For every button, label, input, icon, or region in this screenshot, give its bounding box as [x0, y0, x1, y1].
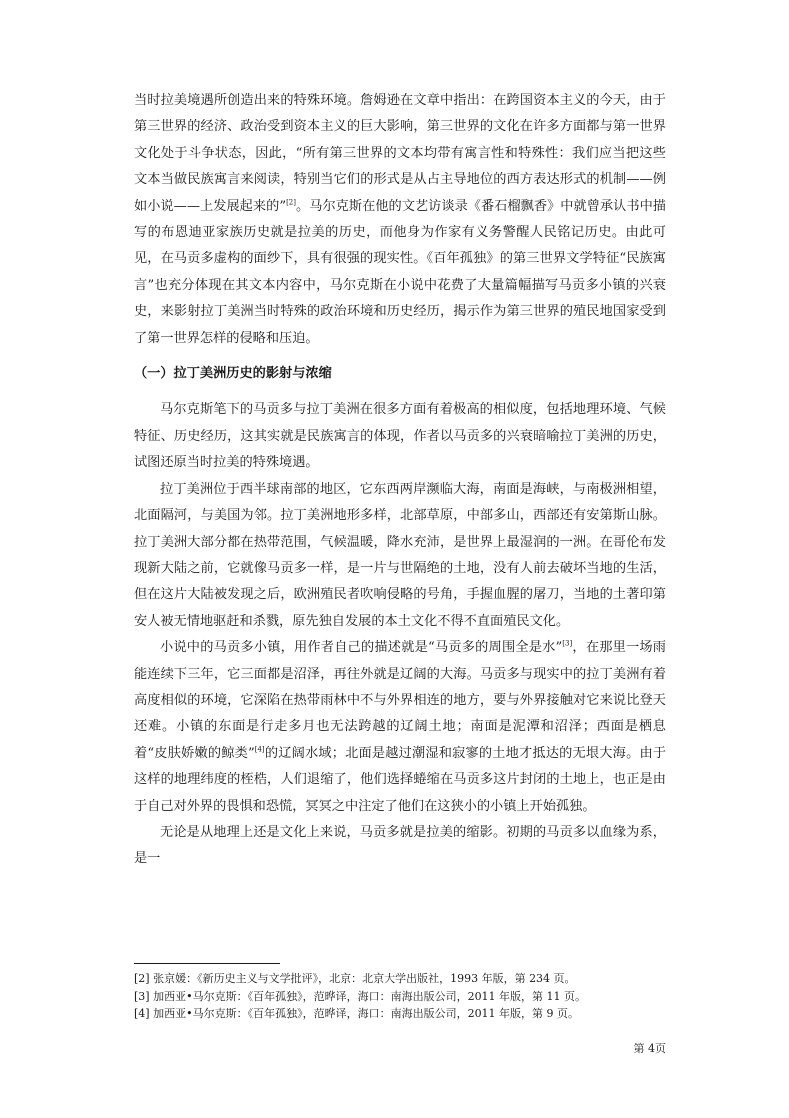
section-heading: （一）拉丁美洲历史的影射与浓缩 — [134, 366, 332, 382]
footnotes — [134, 963, 666, 1023]
footnote-2: [2] 张京媛：《新历史主义与文学批评》，北京：北京大学出版社，1993 年版，第 234 页。 — [134, 972, 576, 985]
citation-marker-2: [2] — [286, 198, 296, 207]
footnote-divider — [134, 963, 280, 964]
document-body — [134, 88, 666, 873]
page-number: 第 4页 — [633, 1042, 666, 1055]
paragraph-2: 马尔克斯笔下的马贡多与拉丁美洲在很多方面有着极高的相似度，包括地理环境、气候特征、历史经历，这其实就是民族寓言的体现，作者以马贡多的兴衰暗喻拉丁美洲的历史，试图还原当时拉美的特殊境遇。 — [134, 402, 666, 471]
footnote-4: [4] 加西亚•马尔克斯：《百年孤独》，范晔译，海口：南海出版公司，2011 年版，第 9 页。 — [134, 1007, 580, 1020]
paragraph-4-text: 小说中的马贡多小镇，用作者自己的描述就是“马贡多的周围全是水” — [160, 640, 563, 656]
citation-marker-4: [4] — [254, 745, 265, 754]
paragraph-1-text-continued: 。马尔克斯在他的文艺访谈录《番石榴飘香》中就曾承认书中描写的布恩迪亚家族历史就是拉美的历史，而他身为作家有义务警醒人民铭记历史。由此可见，在马贡多虚构的面纱下，具有很强的现实性。《百年孤独》的第三世界文学特征“民族寓言”也充分体现在其文本内容中，马尔克斯在小说中花费了大量篇幅描写马贡多小镇的兴衰史，来影射拉丁美洲当时特殊的政治环境和历史经历，揭示作为第三世界的殖民地国家受到了第一世界怎样的侵略和压迫。 — [134, 198, 666, 346]
paragraph-3: 拉丁美洲位于西半球南部的地区，它东西两岸濒临大海，南面是海峡，与南极洲相望，北面隔河，与美国为邻。拉丁美洲地形多样，北部草原，中部多山，西部还有安第斯山脉。拉丁美洲大部分都在热带范围，气候温暖，降水充沛，是世界上最湿润的一洲。在哥伦布发现新大陆之前，它就像马贡多一样，是一片与世隔绝的土地，没有人前去破坏当地的生活，但在这片大陆被发现之后，欧洲殖民者吹响侵略的号角，手握血腥的屠刀，当地的土著印第安人被无情地驱赶和杀戮，原先独自发展的本土文化不得不直面殖民文化。 — [134, 481, 666, 629]
paragraph-4-text-middle: ，在那里一场雨能连续下三年，它三面都是沼泽，再往外就是辽阔的大海。马贡多与现实中的拉丁美洲有着高度相似的环境，它深陷在热带雨林中不与外界相连的地方，要与外界接触对它来说比登天还难。小镇的东面是行走多月也无法跨越的辽阔土地；南面是泥潭和沼泽；西面是栖息着“皮肤娇嫩的鲸类” — [134, 640, 666, 761]
citation-marker-3: [3] — [562, 639, 573, 648]
paragraph-5: 无论是从地理上还是文化上来说，马贡多就是拉美的缩影。初期的马贡多以血缘为系，是一 — [134, 824, 666, 867]
paragraph-1-text: 当时拉美境遇所创造出来的特殊环境。詹姆逊在文章中指出：在跨国资本主义的今天，由于第三世界的经济、政治受到资本主义的巨大影响，第三世界的文化在许多方面都与第一世界文化处于斗争状态，因此，“所有第三世界的文本均带有寓言性和特殊性：我们应当把这些文本当做民族寓言来阅读，特别当它们的形式是从占主导地位的西方表达形式的机制——例如小说——上发展起来的” — [134, 93, 666, 214]
footnote-3: [3] 加西亚•马尔克斯：《百年孤独》，范晔译，海口：南海出版公司，2011 年版，第 11 页。 — [134, 989, 587, 1003]
paragraph-1 — [134, 88, 666, 352]
paragraph-4 — [134, 635, 666, 820]
paragraph-4-text-end: 的辽阔水域；北面是越过潮湿和寂寥的土地才抵达的无垠大海。由于这样的地理纬度的桎梏，人们退缩了，他们选择蜷缩在马贡多这片封闭的土地上，也正是由于自己对外界的畏惧和恐慌，冥冥之中注定了他们在这狭小的小镇上开始孤独。 — [134, 745, 667, 814]
